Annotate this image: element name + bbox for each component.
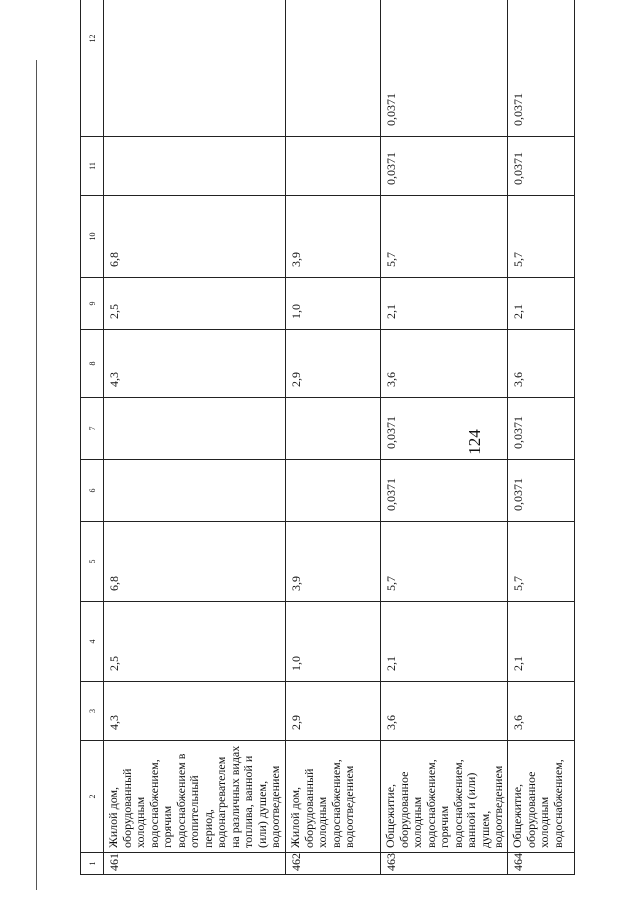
column-header: 5 xyxy=(81,522,104,602)
table-cell: 5,7 xyxy=(381,522,508,602)
row-description: Общежитие, оборудованное холодным водоснабжением, горячим водоснабжением, ванной и (или) душем, водоотведением xyxy=(381,741,508,853)
column-header: 3 xyxy=(81,682,104,741)
column-header: 9 xyxy=(81,278,104,330)
row-description: Жилой дом, оборудованный холодным водоснабжением, горячим водоснабжением в отопительный период, водонагревателем на различных видах топлива, ванной и (или) душем, водоотведением xyxy=(104,741,286,853)
table-cell: 2,9 xyxy=(286,682,381,741)
table-cell: 4,3 xyxy=(104,682,286,741)
column-header: 1 xyxy=(81,853,104,875)
table-row xyxy=(104,0,286,875)
table-cell: 3,9 xyxy=(286,522,381,602)
header-row xyxy=(81,0,104,875)
table-cell: 0,0371 xyxy=(381,460,508,522)
table-cell: 5,7 xyxy=(508,196,575,278)
table-cell: 0,0371 xyxy=(508,137,575,196)
column-header: 4 xyxy=(81,602,104,682)
table-cell: 0,0371 xyxy=(381,398,508,460)
row-number: 464 xyxy=(508,853,575,875)
table-cell: 3,6 xyxy=(381,682,508,741)
table-cell xyxy=(286,398,381,460)
table-row xyxy=(508,0,575,875)
table-cell: 1,0 xyxy=(286,602,381,682)
table-cell: 0,0371 xyxy=(508,0,575,137)
column-header: 10 xyxy=(81,196,104,278)
column-header: 7 xyxy=(81,398,104,460)
table-cell: 3,6 xyxy=(508,330,575,398)
table-cell: 3,9 xyxy=(286,196,381,278)
table-cell: 2,5 xyxy=(104,278,286,330)
row-number: 463 xyxy=(381,853,508,875)
table-cell: 2,1 xyxy=(508,602,575,682)
column-header: 2 xyxy=(81,741,104,853)
table-cell xyxy=(104,137,286,196)
table-cell: 6,8 xyxy=(104,522,286,602)
column-header: 6 xyxy=(81,460,104,522)
column-header: 11 xyxy=(81,137,104,196)
table-row xyxy=(286,0,381,875)
table-cell xyxy=(104,460,286,522)
table-cell: 0,0371 xyxy=(381,0,508,137)
table-cell xyxy=(104,398,286,460)
table-cell: 0,0371 xyxy=(508,460,575,522)
table-cell: 4,3 xyxy=(104,330,286,398)
scan-edge-mark xyxy=(36,60,37,890)
rotated-table-container xyxy=(80,34,573,875)
table-cell: 3,6 xyxy=(508,682,575,741)
row-number: 461 xyxy=(104,853,286,875)
table-cell: 2,5 xyxy=(104,602,286,682)
row-number: 462 xyxy=(286,853,381,875)
table-cell: 2,1 xyxy=(508,278,575,330)
row-description: Общежитие, оборудованное холодным водоснабжением, xyxy=(508,741,575,853)
table-cell xyxy=(286,137,381,196)
page-number: 124 xyxy=(465,429,484,455)
column-header: 8 xyxy=(81,330,104,398)
table-cell: 5,7 xyxy=(381,196,508,278)
table-cell xyxy=(286,460,381,522)
table-cell: 3,6 xyxy=(381,330,508,398)
table-cell: 2,9 xyxy=(286,330,381,398)
row-description: Жилой дом, оборудованный холодным водоснабжением, водоотведением xyxy=(286,741,381,853)
table-cell: 6,8 xyxy=(104,196,286,278)
table-cell: 0,0371 xyxy=(508,398,575,460)
column-header: 12 xyxy=(81,0,104,137)
table-cell xyxy=(104,0,286,137)
table-cell: 5,7 xyxy=(508,522,575,602)
table-cell xyxy=(286,0,381,137)
table-cell: 0,0371 xyxy=(381,137,508,196)
table-cell: 2,1 xyxy=(381,278,508,330)
table-row xyxy=(381,0,508,875)
table-cell: 2,1 xyxy=(381,602,508,682)
data-table xyxy=(80,0,575,875)
table-cell: 1,0 xyxy=(286,278,381,330)
